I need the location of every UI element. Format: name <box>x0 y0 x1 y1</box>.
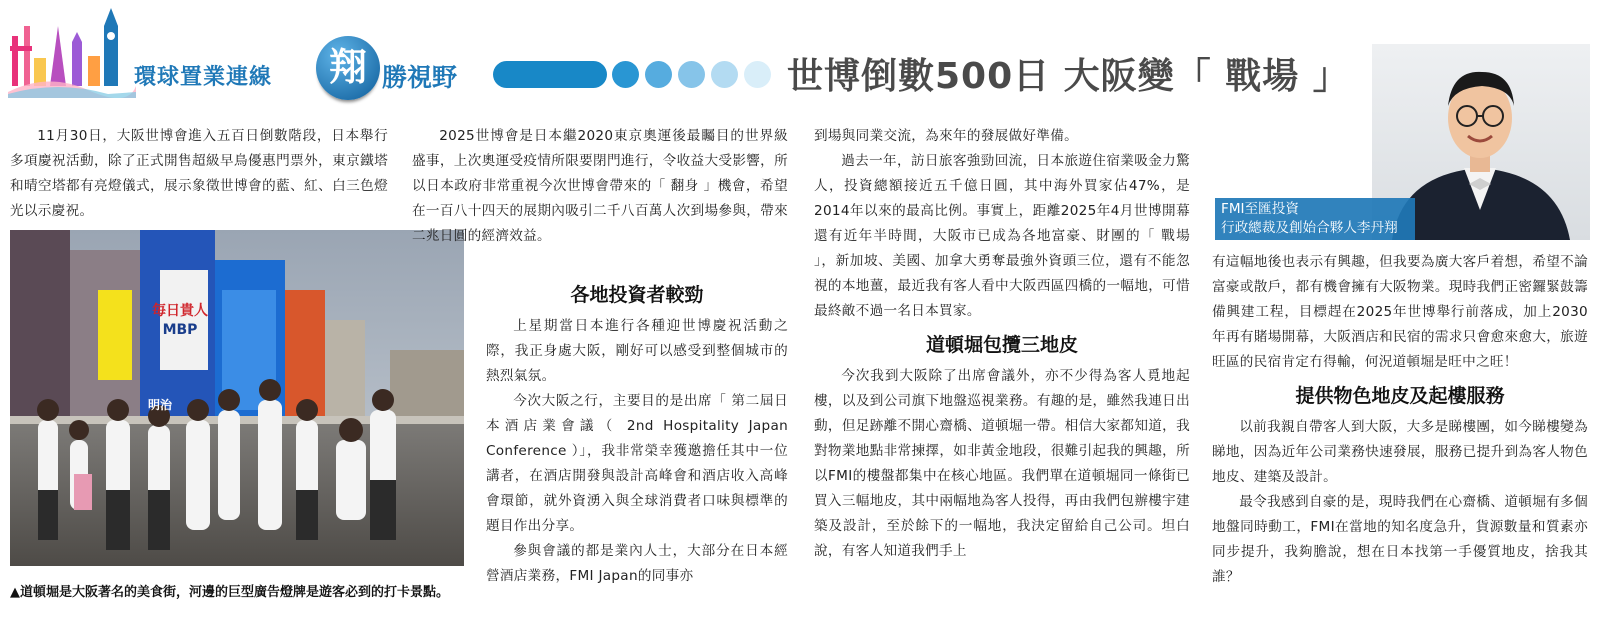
author-caption-line1: FMI至匯投資 <box>1221 201 1299 217</box>
brand-name: 環球置業連線 <box>134 65 273 90</box>
paragraph: 今次大阪之行，主要目的是出席「 第二屆日本酒店業會議（ 2nd Hospitality Japan Conference ）」，我非常榮幸獲邀擔任其中一位講者，在酒店開發與設計高峰會和酒店收入高峰會環節，就外資湧入與全球消費者口味與標準的題目作出分享。 <box>486 393 788 534</box>
decor-dot <box>744 61 771 88</box>
paragraph: 到場與同業交流，為來年的發展做好準備。 <box>814 128 1078 144</box>
paragraph: 11月30日，大阪世博會進入五百日倒數階段，日本舉行多項慶祝活動，除了正式開售超級早鳥優惠門票外，東京鐵塔和晴空塔都有亮燈儀式，展示象徵世博會的藍、紅、白三色燈光以示慶祝。 <box>10 128 388 219</box>
subheading: 提供物色地皮及起樓服務 <box>1295 385 1505 407</box>
photo-sign-text: MBP <box>162 322 198 338</box>
paragraph: 今次我到大阪除了出席會議外，亦不少得為客人覓地起樓，以及到公司旗下地盤巡視業務。有趣的是，雖然我連日出動，但足跡離不開心齋橋、道頓堀一帶。相信大家都知道，我對物業地點非常揀擇，如非黃金地段，很難引起我的興趣，所以FMI的樓盤都集中在核心地區。我們單在道頓堀同一條街已買入三幅地皮，其中兩幅地為客人投得，再由我們包辦樓宇建築及設計，至於餘下的一幅地，我決定留給自己公司。坦白說，有客人知道我們手上 <box>814 368 1190 559</box>
subheading: 各地投資者較勁 <box>570 284 704 306</box>
column-3 <box>814 124 1190 564</box>
decor-dot <box>678 61 705 88</box>
decor-dot <box>612 61 639 88</box>
photo-sign-text: 毎日貴人 <box>152 303 208 319</box>
section-label: 勝視野 <box>382 63 458 92</box>
article-photo <box>10 230 464 566</box>
photo-sign-text: 明治 <box>147 398 172 412</box>
skyline-icon <box>8 6 136 98</box>
column-2-lower <box>486 274 788 589</box>
column-2 <box>412 124 788 249</box>
paragraph: 2025世博會是日本繼2020東京奧運後最矚目的世界級盛事，上次奧運受疫情所限要閉門進行，令收益大受影響，所以日本政府非常重視今次世博會帶來的「 翻身 」機會，希望在一百八十四天的展期內吸引二千八百萬人次到場參與，帶來二兆日圓的經濟效益。 <box>412 128 788 244</box>
column-4 <box>1212 250 1588 590</box>
author-caption-line2: 行政總裁及創始合夥人李丹翔 <box>1221 220 1398 236</box>
decor-dot <box>645 61 672 88</box>
paragraph: 最令我感到自豪的是，現時我們在心齋橋、道頓堀有多個地盤同時動工，FMI在當地的知名度急升，貨源數量和質素亦同步提升，我夠膽說，想在日本找第一手優質地皮，捨我其誰？ <box>1212 494 1588 585</box>
paragraph: 有這幅地後也表示有興趣，但我要為廣大客戶着想，希望不論富豪或散戶，都有機會擁有大阪物業。現時我們正密鑼緊鼓籌備興建工程，目標趕在2025年世博舉行前落成，加上2030年再有賭場開幕，大阪酒店和民宿的需求只會愈來愈大，旅遊旺區的民宿肯定冇得輸，何況道頓堀是旺中之旺！ <box>1212 254 1588 370</box>
decor-bar <box>493 61 607 88</box>
headline: 世博倒數500日 大阪變「 戰場 」 <box>787 56 1350 97</box>
subheading: 道頓堀包攬三地皮 <box>925 334 1078 356</box>
photo-caption: ▲道頓堀是大阪著名的美食街，河邊的巨型廣告燈牌是遊客必到的打卡景點。 <box>10 585 449 600</box>
paragraph: 參與會議的都是業內人士，大部分在日本經營酒店業務，FMI Japan的同事亦 <box>486 543 788 584</box>
paragraph: 上星期當日本進行各種迎世博慶祝活動之際，我正身處大阪，剛好可以感受到整個城市的熱烈氣氛。 <box>486 318 788 384</box>
brand-logo <box>8 6 136 98</box>
decor-dot <box>711 61 738 88</box>
section-badge-char: 翔 <box>328 45 367 89</box>
column-1 <box>10 124 388 224</box>
paragraph: 過去一年，訪日旅客強勁回流，日本旅遊住宿業吸金力驚人，投資總額接近五千億日圓，其中海外買家佔47%，是2014年以來的最高比例。事實上，距離2025年4月世博開幕還有近年半時間，大阪市已成為各地富豪、財團的「 戰場 」，新加坡、美國、加拿大勇奪最強外資頭三位，還有不能忽視的本地薑，最近我有客人看中大阪西區四橋的一幅地，可惜最終敵不過一名日本買家。 <box>814 153 1190 319</box>
paragraph: 以前我親自帶客人到大阪，大多是睇樓團，如今睇樓變為睇地，因為近年公司業務快速發展，服務已提升到為客人物色地皮、建築及設計。 <box>1212 419 1588 485</box>
